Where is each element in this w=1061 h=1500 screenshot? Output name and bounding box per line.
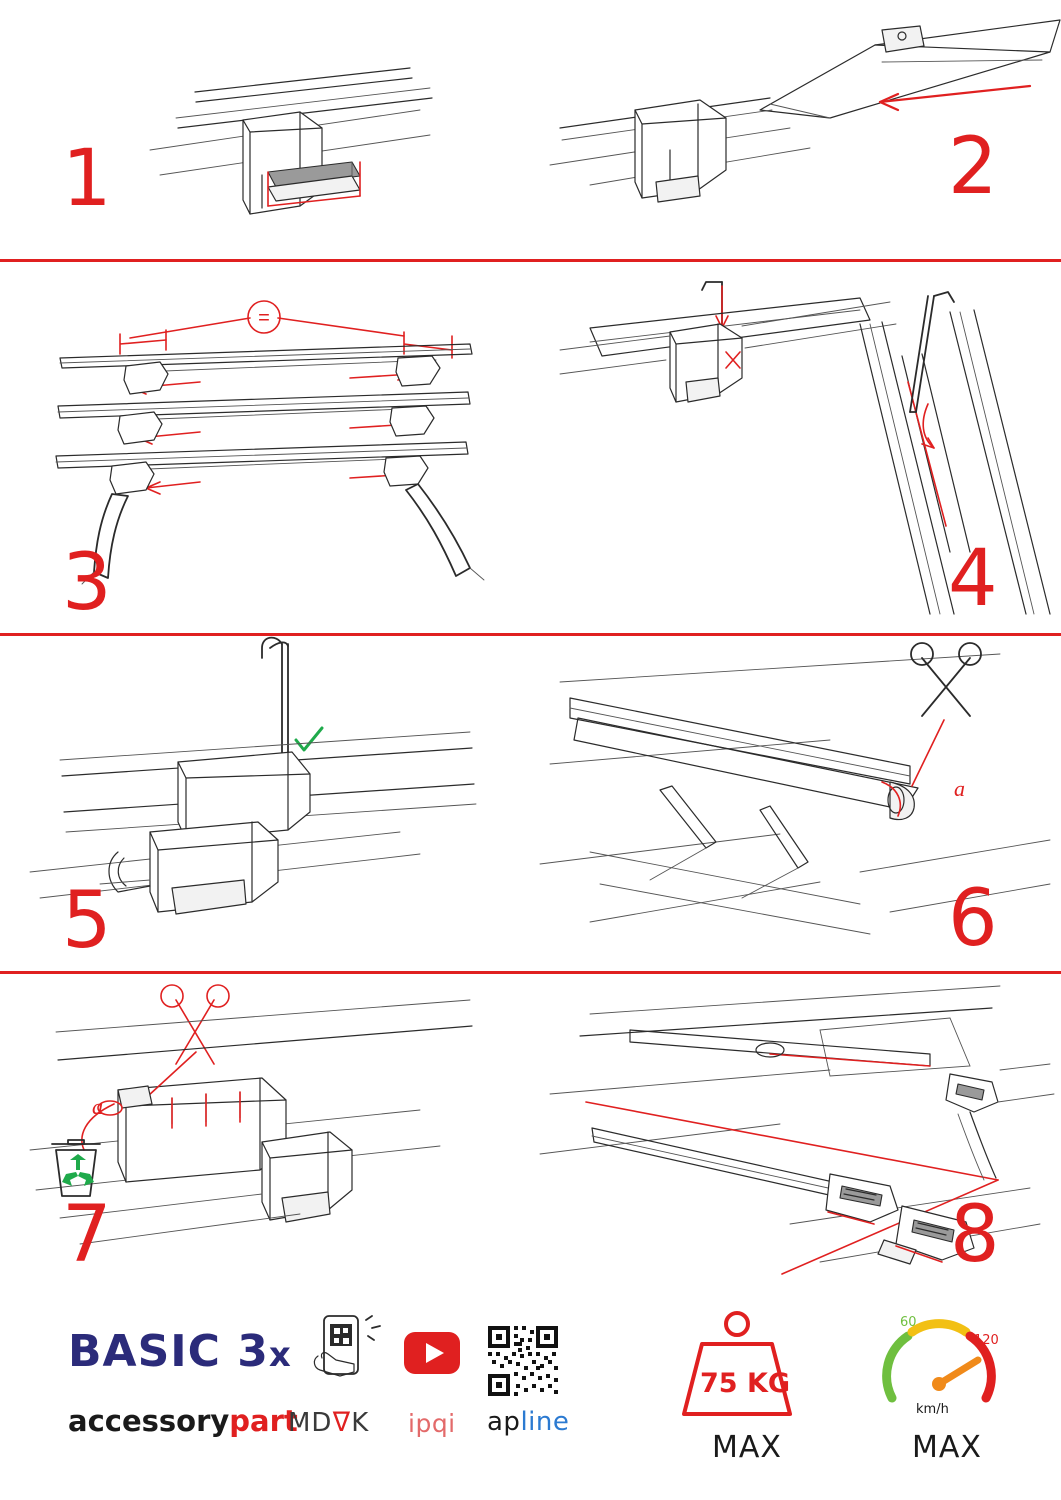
step-2 — [530, 0, 1061, 258]
step-8 — [530, 974, 1061, 1294]
speed-max-label: MAX — [912, 1430, 982, 1465]
logo-mdak-left: MD — [288, 1408, 333, 1438]
step-4 — [530, 262, 1061, 632]
label-a-step7: a — [92, 1094, 103, 1119]
brand-suffix: part — [229, 1404, 298, 1438]
qr-scan-phone-hand-icon — [310, 1314, 392, 1394]
dial-max-label: 120 — [974, 1333, 999, 1348]
step-1 — [0, 0, 530, 258]
step-number-2: 2 — [948, 122, 998, 212]
weight-max-label: MAX — [712, 1430, 782, 1465]
logo-mdak-right: K — [351, 1408, 370, 1438]
logo-ipqi: ipqi — [408, 1409, 456, 1438]
logo-apline-left: ap — [487, 1407, 521, 1437]
scissors-icon — [911, 643, 981, 716]
step-number-1: 1 — [62, 134, 112, 224]
brand-logo — [68, 1404, 298, 1438]
logo-apline-right: line — [520, 1407, 570, 1437]
label-a-step6: a — [954, 776, 965, 801]
logo-apline — [487, 1407, 569, 1437]
product-name-text: BASIC 3 — [68, 1326, 269, 1377]
footer — [0, 1296, 1061, 1500]
step-number-6: 6 — [948, 874, 998, 964]
product-name-suffix: x — [268, 1335, 292, 1375]
qr-code-icon[interactable] — [486, 1324, 560, 1398]
product-name — [68, 1326, 292, 1377]
youtube-icon[interactable] — [404, 1332, 460, 1374]
step-6 — [530, 636, 1061, 970]
step-3 — [0, 262, 530, 632]
logo-mdak-mid: ᐁ — [332, 1408, 352, 1438]
brand-text: accessory — [68, 1404, 230, 1438]
dial-min-label: 60 — [900, 1315, 917, 1330]
equal-marker: = — [258, 307, 270, 329]
step-number-7: 7 — [62, 1190, 112, 1280]
step-number-5: 5 — [62, 876, 112, 966]
speed-unit-label: km/h — [916, 1402, 949, 1417]
weight-value: 75 KG — [700, 1368, 791, 1399]
step-number-3: 3 — [62, 538, 112, 628]
step-7 — [0, 974, 530, 1294]
weight-icon — [672, 1310, 802, 1420]
logo-mdak — [288, 1408, 369, 1438]
step-number-4: 4 — [948, 534, 998, 624]
step-5 — [0, 636, 530, 970]
step-number-8: 8 — [950, 1190, 1000, 1280]
